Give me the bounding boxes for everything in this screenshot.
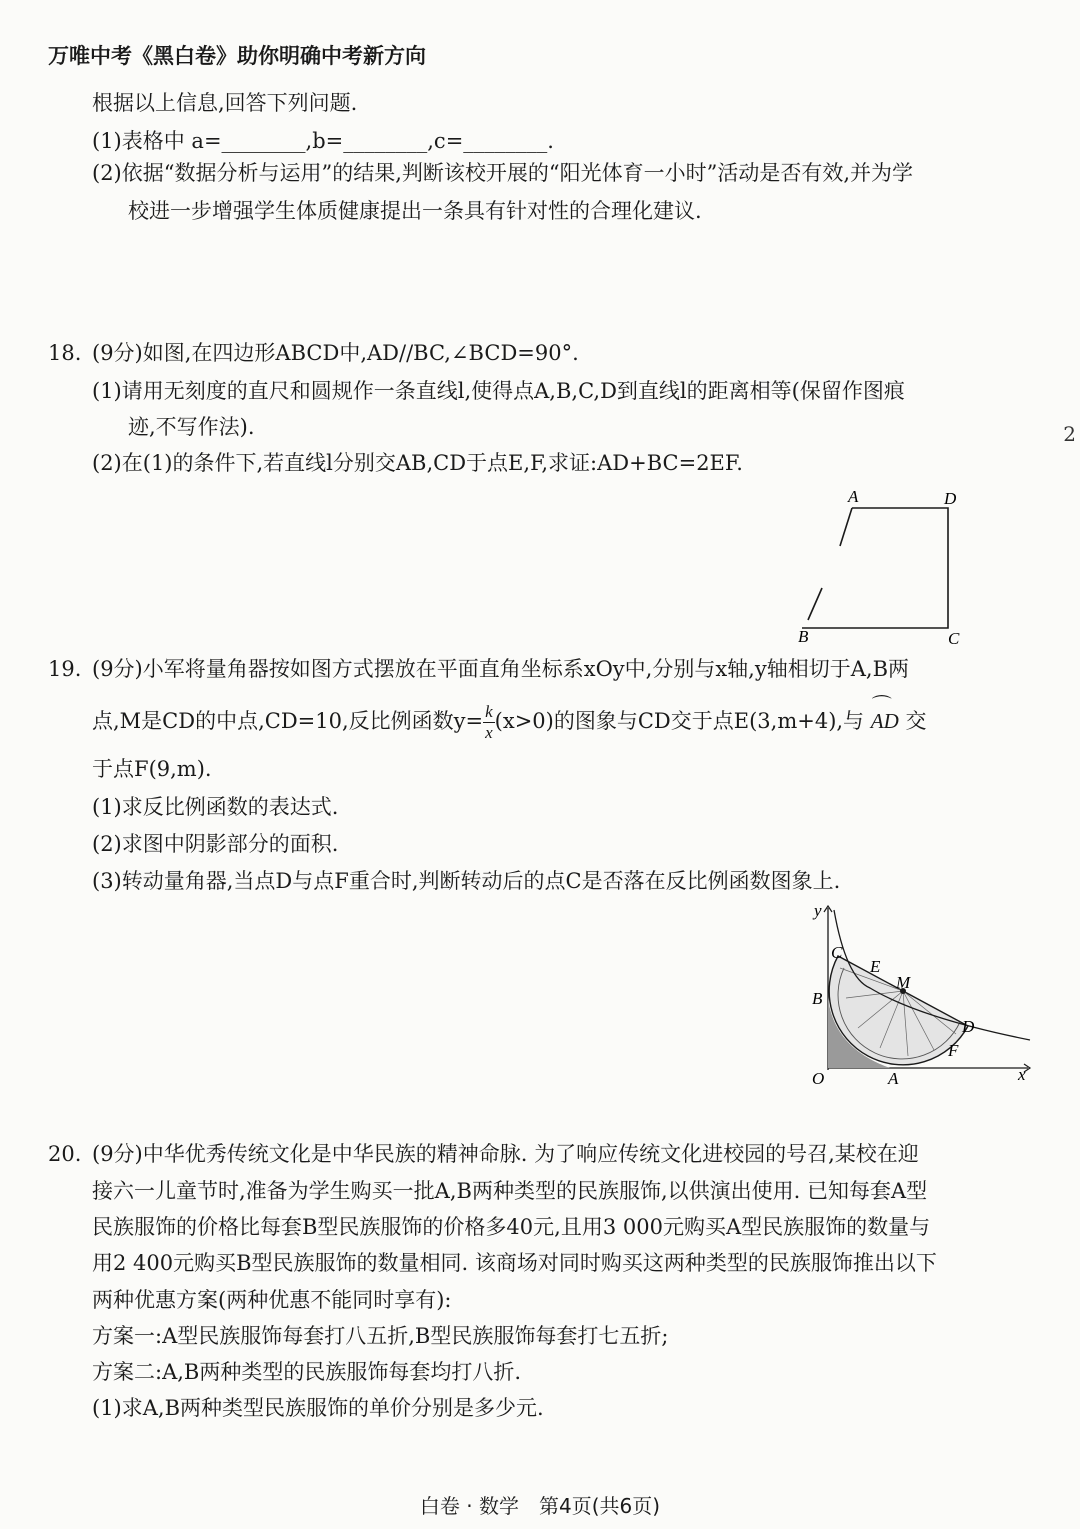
quad-sides <box>802 508 948 628</box>
q20-line2: 接六一儿童节时,准备为学生购买一批A,B两种类型的民族服饰,以供演出使用. 已知每套A型 <box>92 1179 928 1203</box>
q20-plan1: 方案一:A型民族服饰每套打八五折,B型民族服饰每套打七五折; <box>92 1324 669 1348</box>
q17-part2-line1: (2)依据“数据分析与运用”的结果,判断该校开展的“阳光体育一小时”活动是否有效,并为学 <box>92 161 914 185</box>
q19-line2 <box>92 702 926 743</box>
q19-part2: (2)求图中阴影部分的面积. <box>92 832 339 856</box>
q19-part1: (1)求反比例函数的表达式. <box>92 795 339 819</box>
label-b: B <box>812 989 823 1008</box>
label-x: x <box>1018 1065 1026 1084</box>
q18-part2: (2)在(1)的条件下,若直线l分别交AB,CD于点E,F,求证:AD+BC=2EF. <box>92 451 743 475</box>
q18-part1-line1: (1)请用无刻度的直尺和圆规作一条直线l,使得点A,B,C,D到直线l的距离相等(保留作图痕 <box>92 379 905 403</box>
label-c: C <box>831 943 843 962</box>
label-o: O <box>812 1069 825 1088</box>
q19-line1: (9分)小军将量角器按如图方式摆放在平面直角坐标系xOy中,分别与x轴,y轴相切于A,B两 <box>92 657 909 681</box>
segment-ab-bottom <box>808 588 822 620</box>
q19-line3: 于点F(9,m). <box>92 757 212 781</box>
q20-line1: (9分)中华优秀传统文化是中华民族的精神命脉. 为了响应传统文化进校园的号召,某校在迎 <box>92 1142 919 1166</box>
q17-part1: (1)表格中 a=________,b=________,c=________. <box>92 129 554 153</box>
q19-number: 19. <box>48 657 82 681</box>
q18-stem: (9分)如图,在四边形ABCD中,AD//BC,∠BCD=90°. <box>92 341 579 365</box>
label-a: A <box>888 1069 899 1088</box>
label-d: D <box>944 489 957 508</box>
label-e: E <box>870 957 881 976</box>
q20-part1: (1)求A,B两种类型民族服饰的单价分别是多少元. <box>92 1396 544 1420</box>
label-c: C <box>948 629 960 648</box>
q19-part3: (3)转动量角器,当点D与点F重合时,判断转动后的点C是否落在反比例函数图象上. <box>92 869 841 893</box>
label-b: B <box>798 627 809 646</box>
q17-part2-line2: 校进一步增强学生体质健康提出一条具有针对性的合理化建议. <box>128 199 702 223</box>
q19-line2-a: 点,M是CD的中点,CD=10,反比例函数y= <box>92 709 484 733</box>
side-page-mark: 2 <box>1063 422 1076 446</box>
page-footer: 白卷 · 数学 第4页(共6页) <box>419 1494 661 1518</box>
q19-line2-b: (x>0)的图象与CD交于点E(3,m+4),与 <box>494 709 865 733</box>
label-f: F <box>948 1041 959 1060</box>
q20-line4: 用2 400元购买B型民族服饰的数量相同. 该商场对同时购买这两种类型的民族服饰推出以下 <box>92 1251 937 1275</box>
label-d: D <box>962 1017 975 1036</box>
q17-intro: 根据以上信息,回答下列问题. <box>92 91 358 115</box>
q20-line3: 民族服饰的价格比每套B型民族服饰的价格多40元,且用3 000元购买A型民族服饰的数量与 <box>92 1215 931 1239</box>
arc-ad: ⌒ AD <box>871 706 899 736</box>
fraction-k-over-x: $\frac{k}{x}$ <box>485 702 493 742</box>
segment-ab-top <box>840 508 852 546</box>
label-a: A <box>848 487 859 506</box>
q19-line2-c: 交 <box>905 709 927 733</box>
q18-quadrilateral-figure <box>790 480 980 650</box>
page-header: 万唯中考《黑白卷》助你明确中考新方向 <box>48 44 426 68</box>
q19-protractor-figure <box>800 898 1040 1098</box>
q20-line5: 两种优惠方案(两种优惠不能同时享有): <box>92 1288 452 1312</box>
q20-plan2: 方案二:A,B两种类型的民族服饰每套均打八折. <box>92 1360 522 1384</box>
label-m: M <box>896 973 911 992</box>
q20-number: 20. <box>48 1142 82 1166</box>
q18-number: 18. <box>48 341 82 365</box>
label-y: y <box>814 901 822 920</box>
q18-part1-line2: 迹,不写作法). <box>128 415 255 439</box>
